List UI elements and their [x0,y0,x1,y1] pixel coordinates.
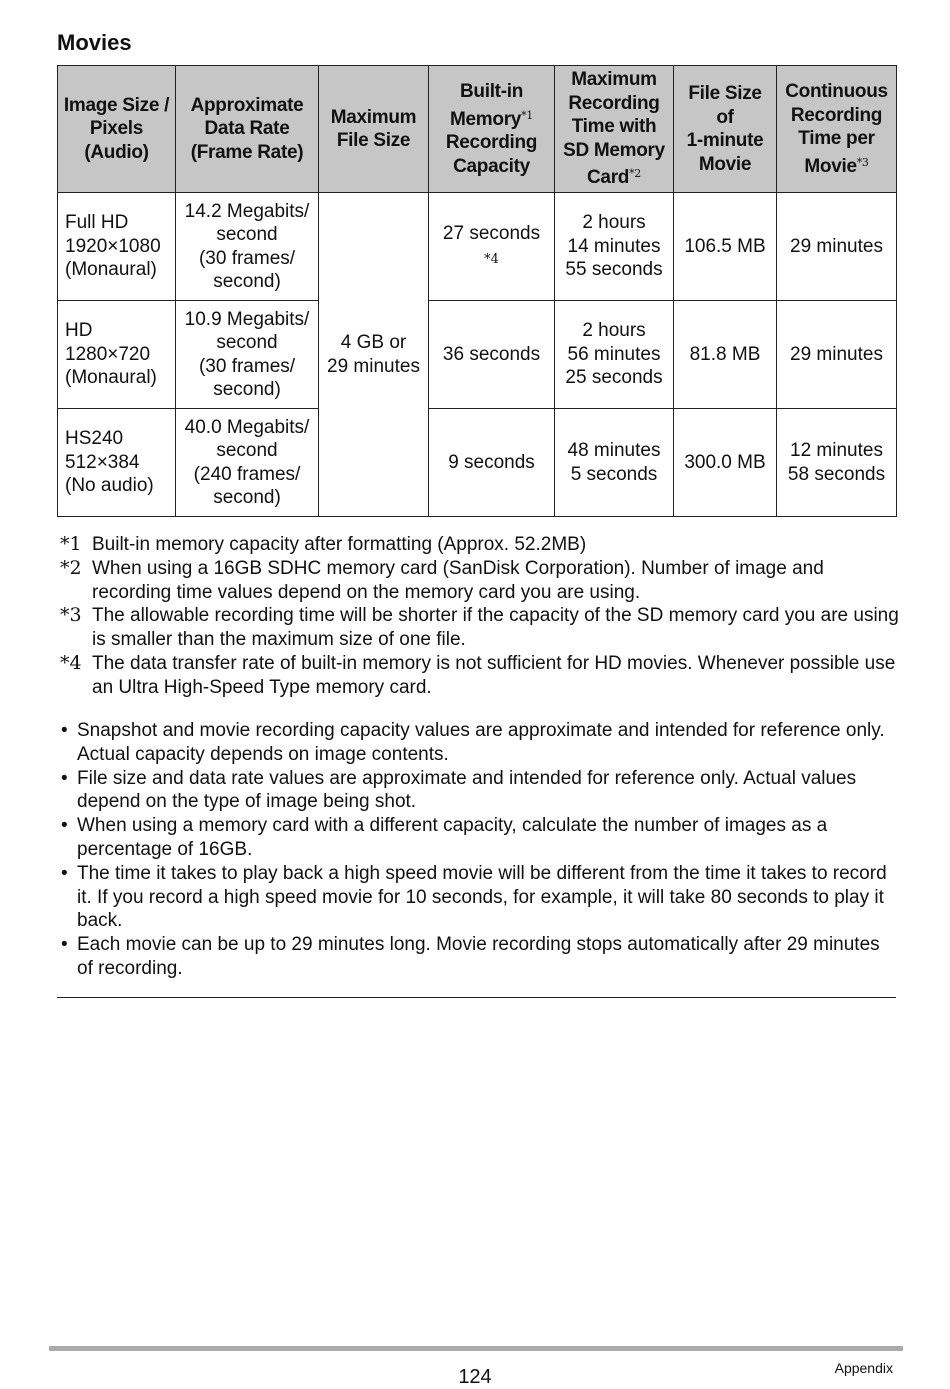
cell-sd-recording-time: 2 hours 56 minutes 25 seconds [555,301,674,409]
cell-builtin-capacity: 9 seconds [429,409,555,517]
list-item-text: Snapshot and movie recording capacity values are approximate and intended for reference only. Actual capacity depends on image contents. [77,720,885,765]
list-item [60,862,900,933]
header-sd-recording-time: Maximum Recording Time with SD Memory Card$^{*2}$ [555,66,674,193]
footnote-mark: *4 [60,651,82,674]
footnote [60,604,900,652]
footnote-mark: *1 [60,533,82,555]
footnote-text: Built-in memory capacity after formatting (Approx. 52.2MB) [92,534,587,555]
footer-divider [49,1346,903,1351]
cell-continuous-time: 29 minutes [777,301,897,409]
cell-builtin-capacity: 27 seconds *4 [429,193,555,301]
cell-max-file-size: 4 GB or 29 minutes [319,193,429,517]
header-builtin-capacity: Built-in Memory$^{*1}$ Recording Capacity [429,66,555,193]
footnote [60,557,900,605]
cell-sd-recording-time: 48 minutes 5 seconds [555,409,674,517]
header-image-size: Image Size / Pixels (Audio) [58,66,176,193]
footnote [60,652,900,700]
header-max-file-size: Maximum File Size [319,66,429,193]
footnote-text: The allowable recording time will be shorter if the capacity of the SD memory card you are using is smaller than the maximum size of one file. [92,605,899,651]
footnote-text: When using a 16GB SDHC memory card (SanDisk Corporation). Number of image and recording time values depend on the memory card you are using. [92,557,824,603]
movie-spec-table [57,65,897,517]
header-file-size-per-minute: File Size of 1-minute Movie [674,66,777,193]
bullet-icon: • [61,862,68,884]
cell-data-rate: 40.0 Megabits/ second (240 frames/ second) [176,409,319,517]
section-divider [57,997,896,998]
cell-data-rate: 14.2 Megabits/ second (30 frames/ second) [176,193,319,301]
footnote-text: The data transfer rate of built-in memory is not sufficient for HD movies. Whenever possible use an Ultra High-Speed Type memory card. [92,652,896,698]
table-row [58,409,897,517]
cell-continuous-time: 29 minutes [777,193,897,301]
cell-file-size: 300.0 MB [674,409,777,517]
list-item-text: The time it takes to play back a high speed movie will be different from the time it takes to record it. If you record a high speed movie for 10 seconds, for example, it will take 80 seconds to play it back. [77,862,887,932]
footnote-mark: *2 [60,556,82,579]
cell-file-size: 106.5 MB [674,193,777,301]
cell-sd-recording-time: 2 hours 14 minutes 55 seconds [555,193,674,301]
list-item-text: File size and data rate values are approximate and intended for reference only. Actual values depend on the type of image being shot. [77,767,857,813]
table-row [58,301,897,409]
list-item-text: When using a memory card with a different capacity, calculate the number of images as a percentage of 16GB. [77,815,828,860]
cell-builtin-capacity: 36 seconds [429,301,555,409]
footnote [60,533,900,557]
list-item [60,767,900,815]
cell-continuous-time: 12 minutes 58 seconds [777,409,897,517]
header-data-rate: Approximate Data Rate (Frame Rate) [176,66,319,193]
header-continuous-time: Continuous Recording Time per Movie$^{*3}$ [777,66,897,193]
list-item [60,814,900,862]
cell-image-size: HS240 512×384 (No audio) [58,409,176,517]
list-item-text: Each movie can be up to 29 minutes long. Movie recording stops automatically after 29 minutes of recording. [77,934,880,979]
bullet-icon: • [61,815,68,837]
bullet-icon: • [61,720,68,741]
footnote-mark: *3 [60,604,82,627]
list-item [60,933,900,981]
list-item [60,719,900,767]
bullet-icon: • [61,767,68,789]
section-title: Movies [57,30,132,55]
cell-image-size: Full HD 1920×1080 (Monaural) [58,193,176,301]
page-number: 124 [458,1366,492,1388]
cell-image-size: HD 1280×720 (Monaural) [58,301,176,409]
table-header-row [58,66,897,193]
table-row [58,193,897,301]
bullet-icon: • [61,934,68,956]
section-label: Appendix [834,1360,893,1376]
footnotes [60,533,900,700]
cell-data-rate: 10.9 Megabits/ second (30 frames/ second) [176,301,319,409]
cell-file-size: 81.8 MB [674,301,777,409]
notes-list [60,719,900,981]
